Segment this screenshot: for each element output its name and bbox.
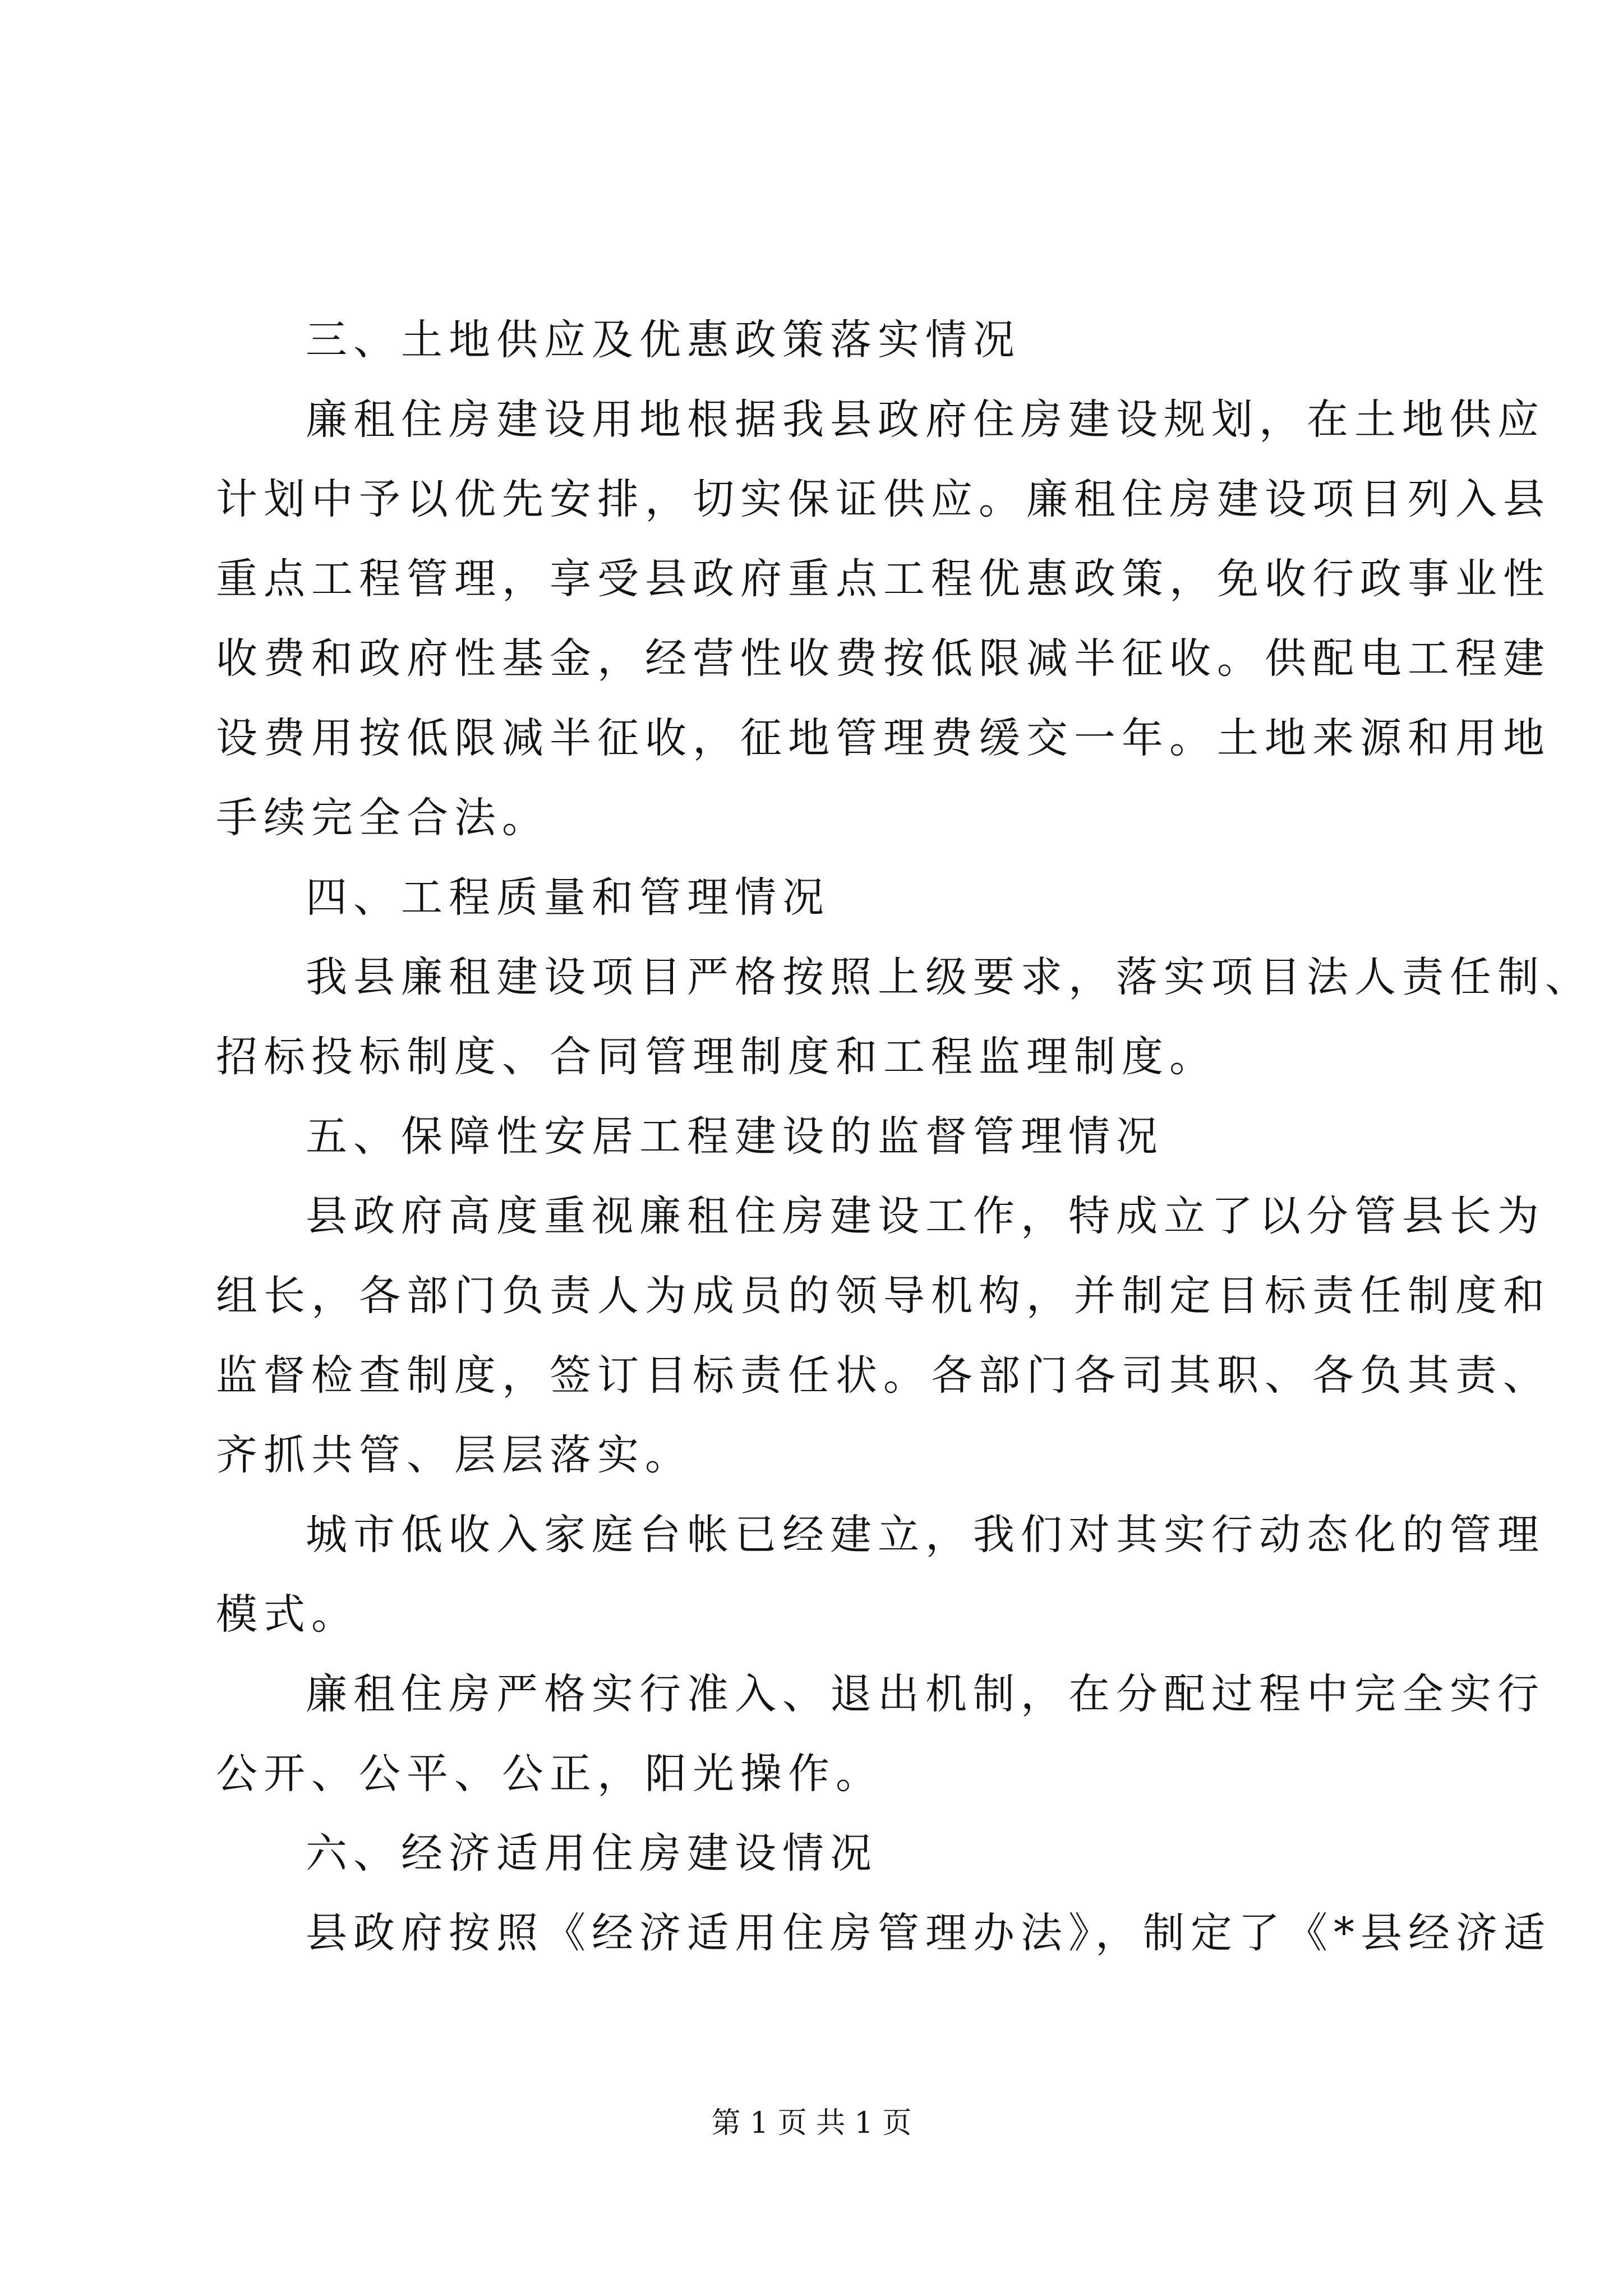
paragraph-line: 收费和政府性基金，经营性收费按低限减半征收。供配电工程建 [216, 634, 1551, 683]
paragraph-line: 齐抓共管、层层落实。 [216, 1431, 693, 1479]
paragraph-line: 城市低收入家庭台帐已经建立，我们对其实行动态化的管理 [306, 1511, 1545, 1559]
paragraph-line: 计划中予以优先安排，切实保证供应。廉租住房建设项目列入县 [216, 475, 1551, 523]
paragraph-line: 我县廉租建设项目严格按照上级要求，落实项目法人责任制、 [306, 953, 1593, 1001]
page-footer: 第 1 页 共 1 页 [711, 2106, 912, 2140]
paragraph-line: 廉租住房严格实行准入、退出机制，在分配过程中完全实行 [306, 1670, 1545, 1718]
paragraph-line: 监督检查制度，签订目标责任状。各部门各司其职、各负其责、 [216, 1351, 1551, 1400]
paragraph-line: 设费用按低限减半征收，征地管理费缓交一年。土地来源和用地 [216, 714, 1551, 762]
paragraph-line: 县政府按照《经济适用住房管理办法》，制定了《*县经济适 [306, 1909, 1551, 1957]
paragraph-line: 公开、公平、公正，阳光操作。 [216, 1750, 883, 1798]
section-heading-quality: 四、工程质量和管理情况 [306, 873, 830, 922]
document-body [216, 300, 1593, 1973]
paragraph-line: 廉租住房建设用地根据我县政府住房建设规划，在土地供应 [306, 395, 1545, 444]
paragraph-line: 手续完全合法。 [216, 794, 550, 842]
section-heading-supervision: 五、保障性安居工程建设的监督管理情况 [306, 1112, 1164, 1161]
section-heading-land-supply: 三、土地供应及优惠政策落实情况 [306, 316, 1021, 364]
paragraph-line: 组长，各部门负责人为成员的领导机构，并制定目标责任制度和 [216, 1272, 1551, 1320]
paragraph-line: 县政府高度重视廉租住房建设工作，特成立了以分管县长为 [306, 1192, 1545, 1240]
section-heading-affordable-housing: 六、经济适用住房建设情况 [306, 1829, 878, 1878]
paragraph-line: 模式。 [216, 1590, 359, 1639]
paragraph-line: 招标投标制度、合同管理制度和工程监理制度。 [216, 1033, 1217, 1081]
paragraph-line: 重点工程管理，享受县政府重点工程优惠政策，免收行政事业性 [216, 555, 1551, 603]
